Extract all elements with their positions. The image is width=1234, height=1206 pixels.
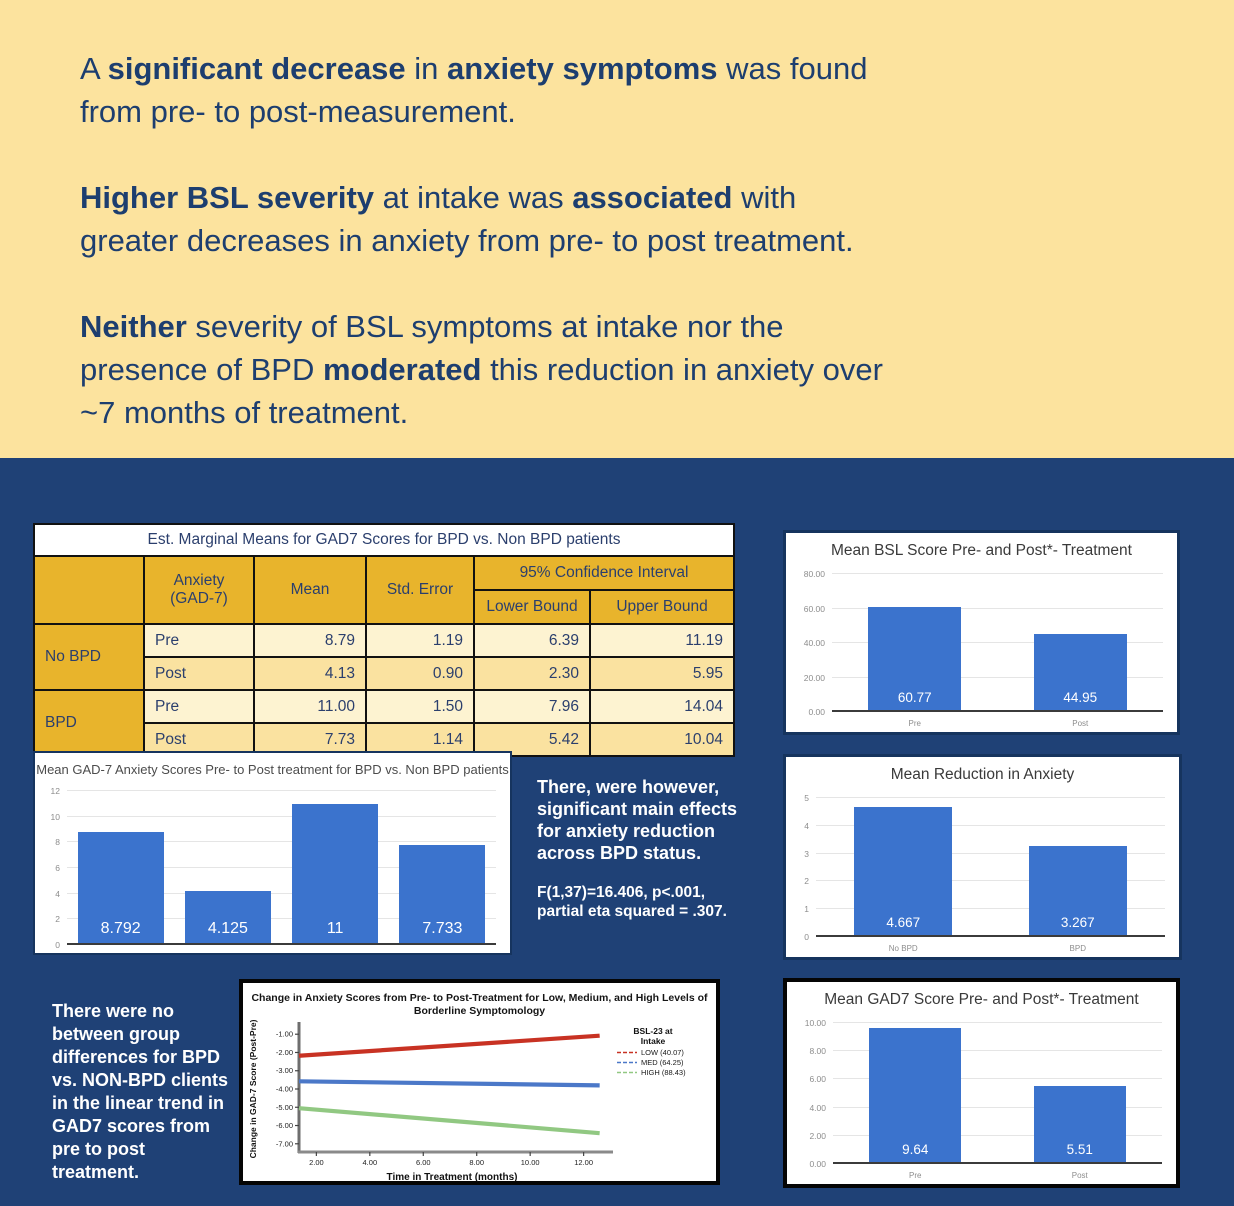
cell-phase: Pre <box>144 690 254 723</box>
y-tick-label: -5.00 <box>275 1102 293 1112</box>
y-tick-label: 6.00 <box>809 1074 826 1085</box>
bar-value-label: 8.792 <box>100 920 141 937</box>
legend-entry: MED (64.25) <box>641 1058 684 1067</box>
mean-gad7-prepost-chart-card <box>783 978 1180 1188</box>
cell-phase: Pre <box>144 624 254 657</box>
stats-line2: partial eta squared = .307. <box>537 903 727 920</box>
y-tick-label: 0 <box>55 940 60 950</box>
cell-mean: 11.00 <box>254 690 366 723</box>
cell-lower: 6.39 <box>474 624 590 657</box>
change-anxiety-line-chart-plot <box>243 1018 716 1189</box>
y-tick-label: 12 <box>50 786 60 796</box>
x-tick-label: 8.00 <box>469 1158 485 1167</box>
col-header-std-error: Std. Error <box>366 556 474 624</box>
bar-value-label: 60.77 <box>897 690 932 705</box>
change-anxiety-line-chart-card <box>239 979 720 1185</box>
y-tick-label: 2 <box>804 876 809 887</box>
mean-reduction-chart-card <box>783 754 1182 960</box>
x-labels <box>816 944 1165 953</box>
y-axis-label: Change in GAD-7 Score (Post-Pre) <box>248 1019 258 1159</box>
line-chart-title-line1: Change in Anxiety Scores from Pre- to Post-Treatment for Low, Medium, and High Levels of <box>251 992 708 1004</box>
cell-se: 1.14 <box>366 723 474 756</box>
cell-se: 0.90 <box>366 657 474 690</box>
y-tick-label: 0.00 <box>808 707 825 717</box>
mean-bsl-chart-plot <box>792 566 1165 728</box>
y-tick-label: 4 <box>804 820 809 831</box>
y-tick-label: 4 <box>55 888 60 899</box>
y-tick-label: 20.00 <box>803 672 825 683</box>
cell-phase: Post <box>144 657 254 690</box>
bars-group <box>67 791 496 944</box>
col-header-mean: Mean <box>254 556 366 624</box>
bar-value-label: 9.64 <box>902 1142 929 1157</box>
cell-se: 1.50 <box>366 690 474 723</box>
no-group-difference-note: There were no between group differences for BPD vs. NON-BPD clients in the linear trend in GAD7 scores from pre to post treatment. <box>52 1001 229 1182</box>
col-header-ci: 95% Confidence Interval <box>474 556 734 590</box>
bar-value-label: 4.667 <box>886 915 921 930</box>
x-tick-label: 6.00 <box>415 1158 431 1167</box>
chart-title: Mean BSL Score Pre- and Post*- Treatment <box>831 542 1132 559</box>
y-tick-label: -6.00 <box>275 1121 293 1131</box>
row-group-bpd: BPD <box>34 690 144 756</box>
bar-bpd <box>1029 846 1127 936</box>
cell-mean: 4.13 <box>254 657 366 690</box>
y-tick-label: 2.00 <box>809 1130 826 1141</box>
x-tick-label: 2.00 <box>309 1158 324 1167</box>
x-tick-label: 4.00 <box>362 1158 378 1167</box>
legend-entry: LOW (40.07) <box>641 1048 684 1057</box>
y-tick-label: 3 <box>804 848 809 859</box>
summary-banner-text <box>0 0 1234 434</box>
cell-mean: 7.73 <box>254 723 366 756</box>
y-tick-label: 1 <box>804 904 809 915</box>
y-tick-label: -7.00 <box>275 1139 293 1149</box>
x-tick-label: No BPD <box>888 944 918 953</box>
banner-line: A significant decrease in anxiety symptoms was found <box>80 51 868 86</box>
bars-group <box>816 798 1165 936</box>
cell-upper: 14.04 <box>590 690 734 723</box>
cell-se: 1.19 <box>366 624 474 657</box>
stats-line1: F(1,37)=16.406, p<.001, <box>537 884 706 901</box>
stats-text <box>537 883 743 921</box>
x-axis-label: Time in Treatment (months) <box>386 1172 518 1183</box>
cell-lower: 7.96 <box>474 690 590 723</box>
summary-banner <box>0 0 1234 458</box>
y-tick-label: 10.00 <box>804 1018 826 1028</box>
col-header-upper-bound: Upper Bound <box>590 590 734 624</box>
cell-lower: 5.42 <box>474 723 590 756</box>
banner-line: ~7 months of treatment. <box>80 395 409 430</box>
col-header-lower-bound: Lower Bound <box>474 590 590 624</box>
y-tick-label: -3.00 <box>275 1066 293 1076</box>
x-axis <box>67 943 496 945</box>
bar-pre <box>869 1028 961 1163</box>
gad7-groups-chart-card <box>33 751 512 955</box>
x-tick-label: 12.00 <box>574 1158 594 1167</box>
bar-post <box>1034 1086 1126 1163</box>
chart-title: Mean GAD7 Score Pre- and Post*- Treatment <box>824 991 1139 1008</box>
y-tick-label: 0 <box>804 932 809 942</box>
cell-upper: 5.95 <box>590 657 734 690</box>
line-chart-title <box>243 983 716 1018</box>
banner-line: presence of BPD moderated this reduction in anxiety over <box>80 352 883 387</box>
banner-paragraph <box>80 176 1194 262</box>
x-labels <box>833 1171 1162 1180</box>
y-tick-label: 8.00 <box>809 1046 826 1057</box>
x-axis <box>833 1162 1162 1164</box>
bar-value-label: 5.51 <box>1066 1142 1093 1157</box>
y-tick-label: 40.00 <box>803 638 825 648</box>
y-tick-label: 60.00 <box>803 603 825 614</box>
cell-mean: 8.79 <box>254 624 366 657</box>
bar-no-bpd <box>854 807 952 936</box>
chart-title: Mean GAD-7 Anxiety Scores Pre- to Post treatment for BPD vs. Non BPD patients <box>36 762 509 777</box>
legend-title-line2: Intake <box>640 1036 666 1046</box>
bar-pre <box>868 607 961 711</box>
y-tick-label: 6 <box>55 863 60 873</box>
mean-bsl-chart-card <box>783 530 1180 735</box>
col-header-anxiety <box>144 556 254 624</box>
cell-phase: Post <box>144 723 254 756</box>
marginal-means-table-card <box>33 523 733 748</box>
cell-upper: 11.19 <box>590 624 734 657</box>
x-tick-label: Pre <box>908 719 921 728</box>
legend-entry: HIGH (88.43) <box>641 1068 686 1077</box>
table-corner-cell <box>34 556 144 624</box>
x-tick-label: 10.00 <box>520 1158 540 1167</box>
banner-paragraph <box>80 47 1194 133</box>
y-tick-label: 5 <box>804 793 809 803</box>
main-effects-text: There, were however, significant main effects for anxiety reduction across BPD status. <box>537 777 738 863</box>
banner-line: greater decreases in anxiety from pre- to post treatment. <box>80 223 854 258</box>
banner-line: Neither severity of BSL symptoms at intake nor the <box>80 309 784 344</box>
cell-upper: 10.04 <box>590 723 734 756</box>
y-tick-label: 8 <box>55 837 60 848</box>
bar-bpd-post <box>399 845 485 944</box>
y-tick-label: 2 <box>55 914 60 925</box>
gad7-groups-chart-plot <box>41 783 498 949</box>
cell-lower: 2.30 <box>474 657 590 690</box>
x-axis <box>832 710 1163 712</box>
y-tick-label: 10 <box>50 811 60 822</box>
y-tick-label: -1.00 <box>275 1029 293 1039</box>
chart-title: Mean Reduction in Anxiety <box>890 766 1075 783</box>
y-tick-label: 4.00 <box>809 1102 826 1113</box>
x-tick-label: Post <box>1071 1171 1088 1180</box>
y-tick-label: 80.00 <box>803 569 825 579</box>
bars-group <box>832 574 1163 711</box>
mean-gad7-prepost-chart-plot <box>793 1015 1164 1180</box>
bar-value-label: 4.125 <box>207 920 248 937</box>
banner-paragraph <box>80 305 1194 434</box>
mean-reduction-chart-plot <box>792 790 1167 953</box>
x-tick-label: Post <box>1072 719 1089 728</box>
table-title: Est. Marginal Means for GAD7 Scores for BPD vs. Non BPD patients <box>34 524 734 556</box>
bar-bpd-pre <box>292 804 378 944</box>
bar-value-label: 7.733 <box>422 920 463 937</box>
x-labels <box>832 719 1163 728</box>
series-line-low <box>299 1036 600 1056</box>
main-effects-note <box>537 776 743 921</box>
x-tick-label: BPD <box>1069 944 1086 953</box>
col-header-anxiety-line1: Anxiety <box>173 572 225 589</box>
row-group-no-bpd: No BPD <box>34 624 144 690</box>
y-tick-label: 0.00 <box>809 1159 826 1169</box>
bar-no-bpd-post <box>185 891 271 944</box>
banner-line: Higher BSL severity at intake was associated with <box>80 180 797 215</box>
bar-value-label: 44.95 <box>1063 690 1098 705</box>
series-line-high <box>299 1108 600 1133</box>
bar-value-label: 3.267 <box>1060 915 1095 930</box>
bar-post <box>1034 634 1127 711</box>
bar-value-label: 11 <box>326 920 344 937</box>
banner-line: from pre- to post-measurement. <box>80 94 516 129</box>
y-tick-label: -4.00 <box>275 1084 293 1094</box>
bars-group <box>833 1023 1162 1163</box>
line-chart-title-line2: Borderline Symptomology <box>413 1005 546 1017</box>
y-tick-label: -2.00 <box>275 1047 293 1057</box>
series-line-med <box>299 1081 600 1085</box>
bar-no-bpd-pre <box>78 832 164 944</box>
legend-title-line1: BSL-23 at <box>633 1026 673 1036</box>
x-axis <box>816 935 1165 937</box>
x-tick-label: Pre <box>909 1171 922 1180</box>
marginal-means-table <box>33 523 735 757</box>
col-header-anxiety-line2: (GAD-7) <box>170 590 228 607</box>
